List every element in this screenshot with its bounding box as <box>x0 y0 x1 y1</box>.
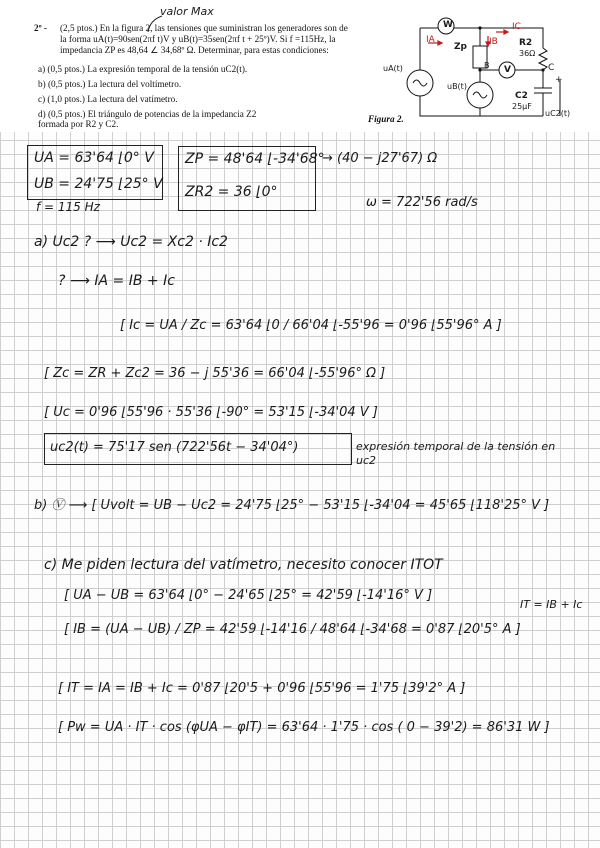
node-c-label: C <box>548 63 555 73</box>
given-zr2: ZR2 = 36 ⌊0° <box>185 184 278 200</box>
annotation-arrow <box>140 14 170 34</box>
uc2-label: uC2(t) <box>545 109 571 118</box>
given-zp-rectangular: → (40 − j27'67) Ω <box>322 151 438 166</box>
part-a-zc: [ Zc = ZR + Zc2 = 36 − j 55'36 = 66'04 ⌊-55'96° Ω ] <box>44 366 386 381</box>
question-item-d: d) (0,5 ptos.) El triángulo de potencias de la impedancia Z2 <box>38 109 257 119</box>
part-b-voltmeter: b) Ⓥ ⟶ [ Uvolt = UB − Uc2 = 24'75 ⌊25° − 53'15 ⌊-34'04 = 45'65 ⌊118'25° V ] <box>34 498 550 513</box>
figure-caption: Figura 2. <box>368 114 404 124</box>
given-omega: ω = 722'56 rad/s <box>366 195 478 210</box>
question-item-b: b) (0,5 ptos.) La lectura del voltímetro. <box>38 79 182 89</box>
given-zp: ZP = 48'64 ⌊-34'68° <box>185 151 325 167</box>
question-item-c: c) (1,0 ptos.) La lectura del vatímetro. <box>38 94 178 104</box>
part-a-kcl: ? ⟶ IA = IB + Ic <box>58 273 175 289</box>
c2-value: 25μF <box>512 102 532 111</box>
wattmeter-label: W <box>443 20 453 30</box>
part-c-wattmeter-power: [ Pw = UA · IT · cos (φUA − φIT) = 63'64 · 1'75 · cos ( 0 − 39'2) = 86'31 W ] <box>58 720 550 735</box>
part-a-title: a) Uc2 ? ⟶ Uc2 = Xc2 · Ic2 <box>34 234 228 250</box>
part-c-total-current-note: IT = IB + Ic <box>520 598 583 611</box>
current-ia-label: IA <box>426 35 435 45</box>
problem-statement-line-3: impedancia ZP es 48,64 ∠ 34,68º Ω. Determinar, para estas condiciones: <box>60 45 329 55</box>
part-c-ua-minus-ub: [ UA − UB = 63'64 ⌊0° − 24'65 ⌊25° = 42'59 ⌊-14'16° V ] <box>64 588 433 603</box>
part-a-result: uc2(t) = 75'17 sen (722'56t − 34'04°) <box>50 440 299 455</box>
circuit-diagram <box>410 8 580 123</box>
question-item-d-cont: formada por R2 y C2. <box>38 119 119 129</box>
question-item-a: a) (0,5 ptos.) La expresión temporal de la tensión uC2(t). <box>38 64 248 74</box>
node-b-label: B <box>484 61 490 70</box>
ua-label: uA(t) <box>383 64 403 73</box>
handwritten-annotation: valor Max <box>160 5 214 18</box>
voltmeter-label: V <box>504 65 511 75</box>
r2-label: R2 <box>519 38 533 48</box>
problem-statement-line-2: la forma uA(t)=90sen(2πf t)V y uB(t)=35sen(2πf t + 25º)V. Si f =115Hz, la <box>60 34 336 44</box>
current-ic-label: IC <box>512 22 521 32</box>
given-frequency: f = 115 Hz <box>36 200 100 214</box>
problem-number: 2º - <box>34 23 47 33</box>
given-ua: UA = 63'64 ⌊0° V <box>34 150 154 166</box>
current-ib-label: IB <box>489 37 498 47</box>
ub-label: uB(t) <box>447 82 467 91</box>
r2-value: 36Ω <box>519 49 536 58</box>
part-c-it: [ IT = IA = IB + Ic = 0'87 ⌊20'5 + 0'96 ⌊55'96 = 1'75 ⌊39'2° A ] <box>58 681 466 696</box>
part-a-ic: [ Ic = UA / Zc = 63'64 ⌊0 / 66'04 ⌊-55'96 = 0'96 ⌊55'96° A ] <box>120 318 502 333</box>
given-ub: UB = 24'75 ⌊25° V <box>34 176 163 192</box>
uc2-polarity-plus: + <box>555 75 563 85</box>
problem-statement-line-1: (2,5 ptos.) En la figura 2, las tensiones que suministran los generadores son de <box>60 23 348 33</box>
part-c-ib: [ IB = (UA − UB) / ZP = 42'59 ⌊-14'16 / 48'64 ⌊-34'68 = 0'87 ⌊20'5° A ] <box>64 622 521 637</box>
part-a-uc: [ Uc = 0'96 ⌊55'96 · 55'36 ⌊-90° = 53'15 ⌊-34'04 V ] <box>44 405 378 420</box>
c2-label: C2 <box>515 91 528 101</box>
zp-label: Zp <box>454 42 467 52</box>
part-a-result-note: expresión temporal de la tensión en uc2 <box>356 440 556 467</box>
part-c-title: c) Me piden lectura del vatímetro, necesito conocer ITOT <box>44 557 443 573</box>
